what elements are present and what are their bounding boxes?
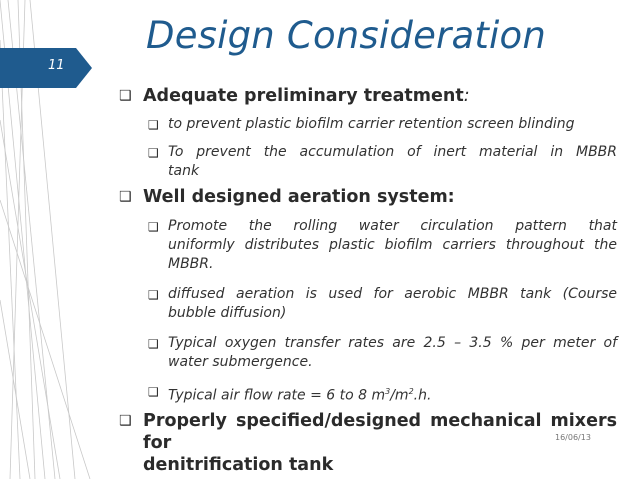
square-bullet-icon: ❑ [119, 413, 132, 429]
bullet-1-sub-1: to prevent plastic biofilm carrier retention screen blinding [168, 116, 575, 132]
bullet-2-sub-3-line-1: Typical oxygen transfer rates are 2.5 – 3.5 % per meter of [168, 335, 617, 351]
superscript-2: 2 [408, 387, 414, 396]
bullet-2-sub-3 [168, 334, 617, 372]
bullet-2-sub-1 [168, 217, 617, 274]
square-bullet-icon: ❑ [119, 189, 132, 205]
footer-date: 16/06/13 [555, 433, 591, 442]
bullet-2-sub-1-line-2: uniformly distributes plastic biofilm carriers throughout the [168, 237, 617, 253]
slide-number: 11 [48, 58, 65, 73]
bullet-1-text: Adequate preliminary treatment [143, 86, 464, 106]
bullet-1-sub-2-line-1: To prevent the accumulation of inert material in MBBR [168, 144, 617, 160]
square-bullet-icon: ❑ [148, 146, 159, 160]
bullet-2: Well designed aeration system: [143, 187, 455, 207]
bullet-1-sub-2-line-2: tank [168, 163, 200, 179]
bullet-2-sub-1-line-3: MBBR. [168, 256, 214, 272]
square-bullet-icon: ❑ [119, 88, 132, 104]
superscript-3: 3 [385, 387, 391, 396]
bullet-1-colon: : [463, 86, 470, 106]
slide-title: Design Consideration [146, 14, 546, 57]
bullet-2-sub-3-line-2: water submergence. [168, 354, 313, 370]
air-flow-unit: /m [390, 387, 409, 404]
bullet-1-sub-2 [168, 143, 617, 181]
air-flow-unit-end: .h. [413, 387, 432, 404]
bullet-3 [143, 410, 617, 476]
bullet-2-sub-1-line-1: Promote the rolling water circulation pattern that [168, 218, 617, 234]
bullet-2-sub-4 [168, 382, 617, 406]
bullet-2-sub-2-line-1: diffused aeration is used for aerobic MBBR tank (Course [168, 286, 617, 302]
bullet-2-sub-2-line-2: bubble diffusion) [168, 305, 287, 321]
square-bullet-icon: ❑ [148, 118, 159, 132]
air-flow-text: Typical air flow rate = 6 to 8 m [168, 387, 386, 404]
square-bullet-icon: ❑ [148, 288, 159, 302]
square-bullet-icon: ❑ [148, 220, 159, 234]
bullet-3-line-1: Properly specified/designed mechanical mixers for [143, 411, 617, 453]
bullet-3-line-2: denitrification tank [143, 455, 334, 475]
bullet-1 [143, 85, 617, 107]
square-bullet-icon: ❑ [148, 337, 159, 351]
bullet-2-sub-2 [168, 285, 617, 323]
square-bullet-icon: ❑ [148, 385, 159, 399]
